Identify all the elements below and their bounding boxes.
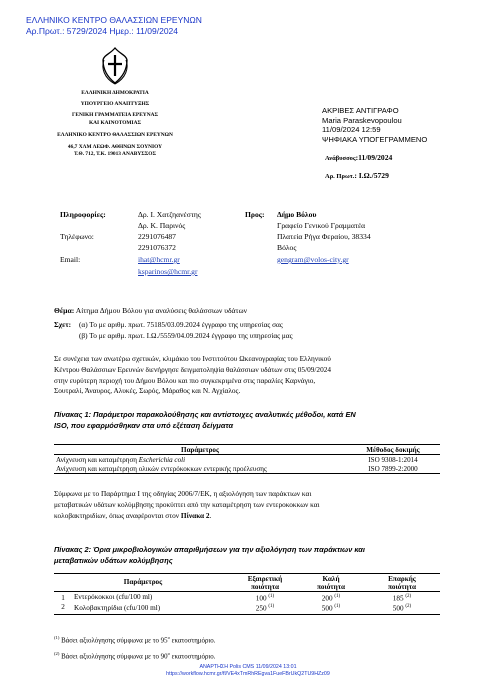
phone-label: Τηλέφωνο:: [60, 232, 94, 241]
issuer-secretariat: ΓΕΝΙΚΗ ΓΡΑΜΜΑΤΕΙΑ ΕΡΕΥΝΑΣ: [71, 112, 159, 119]
phone-2: 2291076372: [138, 243, 176, 252]
table2-head-param: Παράμετρος: [123, 578, 163, 587]
table-row: [54, 603, 440, 614]
table2-row1-good-note: (1): [334, 593, 341, 599]
issuer-address-1: 46,7 ΧΛΜ ΛΕΩΦ. ΑΘΗΝΩΝ ΣΟΥΝΙΟΥ: [67, 144, 163, 151]
table2-head-sufficient-2: ποιότητα: [387, 582, 417, 591]
table2-row2-good-note: (1): [334, 604, 341, 610]
footnote-1-mark: (1): [54, 635, 60, 640]
intro-line-3: στην ευρύτερη περιοχή του Δήμου Βόλου και πιο συγκεκριμένα στις παραλίες Καρνάγιο,: [54, 375, 316, 385]
table1-caption-2: ISO, που εφαρμόσθηκαν στα υπό εξέταση δείγματα: [54, 420, 234, 430]
table2-caption: [54, 545, 365, 566]
table2-head-good-2: ποιότητα: [316, 582, 346, 591]
issuer-centre: ΕΛΛΗΝΙΚΟ ΚΕΝΤΡΟ ΘΑΛΑΣΣΙΩΝ ΕΡΕΥΝΩΝ: [57, 131, 173, 138]
table1: [54, 444, 440, 474]
copy-stamp-title: ΑΚΡΙΒΕΣ ΑΝΤΙΓΡΑΦΟ: [322, 106, 399, 115]
table2-row2-good: 500: [321, 604, 333, 613]
intro-paragraph: [54, 354, 454, 397]
recipient-city: Βόλος: [277, 243, 297, 252]
phone-1: 2291076487: [138, 232, 176, 241]
ref-a: (α) Το με αριθμ. πρωτ. 75185/03.09.2024 έγγραφο της υπηρεσίας σας: [79, 320, 283, 329]
issuer-republic: ΕΛΛΗΝΙΚΗ ΔΗΜΟΚΡΑΤΙΑ: [81, 90, 149, 96]
table2-head-sufficient: Επαρκής: [388, 574, 416, 583]
contact-person-1: Δρ. Ι. Χατζηανέστης: [138, 210, 201, 219]
recipient-name: Δήμο Βόλου: [277, 210, 317, 219]
protocol-stamp: [26, 15, 202, 37]
issuer-secretariat-2: ΚΑΙ ΚΑΙΝΟΤΟΜΙΑΣ: [88, 119, 142, 126]
directive-line-2: μεταβατικών υδάτων κολύμβησης προκύπτει από την καταμέτρηση των εντεροκοκκων και: [54, 499, 320, 509]
footnote-2-text: Βάσει αξιολόγησης σύμφωνα με το 90: [59, 653, 168, 661]
table2: [54, 573, 440, 615]
footnote-1: [54, 631, 215, 647]
footer-workflow-link[interactable]: https://workflow.hcmr.gr/fl/VE4xTmRhREgva1FueFBrUkQ2TU9HZz09: [166, 671, 330, 677]
contact-person-2: Δρ. Κ. Παρινός: [138, 221, 186, 230]
table-row: [54, 455, 440, 465]
directive-line-3: κολοβακτηριδίων, όπως αναφέρονται στον: [54, 510, 181, 520]
table-row: [54, 465, 440, 474]
footer-posting-line: ΑΝΑΡΤΗΣΗ Polis CMS 11/09/2024 13:01: [199, 664, 297, 670]
subject-text: Αίτημα Δήμου Βόλου για αναλύσεις θαλάσσιων υδάτων: [75, 306, 248, 315]
recipient-email-link[interactable]: gengram@volos-city.gr: [277, 255, 349, 264]
table2-head-excellent-2: ποιότητα: [250, 583, 280, 592]
table2-row2-excellent-note: (1): [268, 604, 275, 610]
directive-paragraph: [54, 489, 320, 521]
table1-head-param: Παράμετρος: [181, 446, 219, 454]
table2-row2-num: 2: [61, 603, 65, 611]
table1-caption-1: Πίνακας 1: Παράμετροι παρακολούθησης και αντίστοιχες αναλυτικές μέθοδοι, κατά ΕΝ: [54, 410, 356, 419]
subject-label: Θέμα:: [54, 306, 75, 315]
copy-stamp-datetime: 11/09/2024 12:59: [322, 125, 381, 134]
email-link-1[interactable]: ihat@hcmr.gr: [138, 255, 180, 264]
subject-line: [54, 306, 247, 316]
issuer-ministry: ΥΠΟΥΡΓΕΙΟ ΑΝΑΠΤΥΞΗΣ: [80, 101, 150, 108]
table2-caption-2: μεταβατικών υδάτων κολύμβησης: [54, 555, 173, 565]
footnote-2-ordinal: ο: [167, 651, 170, 657]
refs-label: Σχετ:: [54, 320, 72, 329]
stamp-line-1: ΕΛΛΗΝΙΚΟ ΚΕΝΤΡΟ ΘΑΛΑΣΣΙΩΝ ΕΡΕΥΝΩΝ: [26, 15, 202, 25]
table1-row1-organism: Escherichia coli: [138, 456, 186, 465]
footnote-1-text: Βάσει αξιολόγησης σύμφωνα με το 95: [59, 637, 168, 645]
table1-caption: [54, 410, 356, 431]
table1-row1-method: ISO 9308-1:2014: [368, 455, 418, 464]
table1-row2-param: Ανίχνευση και καταμέτρηση ολικών εντερόκοκκων εντερικής προέλευσης: [56, 464, 267, 473]
table1-row2-method: ISO 7899-2:2000: [368, 464, 418, 473]
posting-footer: [0, 664, 496, 678]
table2-row1-sufficient-note: (2): [405, 593, 412, 599]
greek-coat-of-arms-icon: [100, 46, 130, 86]
footnotes: [54, 631, 215, 664]
date-value: :11/09/2024: [355, 153, 393, 162]
footnote-2-end: εκατοστημόριο.: [169, 653, 216, 661]
table2-row1-excellent: 100: [255, 594, 267, 603]
digital-copy-stamp: [322, 106, 427, 144]
table2-row1-num: 1: [61, 594, 65, 603]
intro-line-2: Κέντρου Θαλάσσιων Ερευνών διενήργησε δειγματοληψία θαλάσσιων υδάτων στις 05/09/2024: [54, 364, 332, 374]
table2-row2-excellent: 250: [255, 604, 267, 613]
table2-caption-1: Πίνακας 2: Όρια μικροβιολογικών απαριθμήσεων για την αξιολόγηση των παράκτιων και: [54, 545, 365, 554]
table2-row2-sufficient-note: (2): [405, 604, 412, 610]
email-link-2[interactable]: ksparinos@hcmr.gr: [138, 267, 198, 276]
footnote-1-ordinal: ο: [167, 635, 170, 640]
table2-row1-excellent-note: (1): [268, 593, 275, 599]
recipient-office: Γραφείο Γενικού Γραμματέα: [277, 221, 366, 230]
table1-head-method: Μέθοδος δοκιμής: [366, 445, 420, 454]
table1-row1-param: Ανίχνευση και καταμέτρηση: [56, 456, 139, 465]
table2-row1-good: 200: [321, 594, 333, 603]
footnote-2: [54, 647, 215, 663]
table-row: [54, 592, 440, 603]
directive-line-1: Σύμφωνα με το Παράρτημα Ι της οδηγίας 2006/7/ΕΚ, η αξιολόγηση των παράκτιων και: [54, 489, 312, 498]
footnote-2-mark: (2): [54, 651, 60, 657]
protocol-value: : Ι.Ω./5729: [354, 170, 389, 180]
to-label: Προς:: [245, 210, 265, 219]
table2-row2-sufficient: 500: [392, 604, 404, 613]
intro-line-4: Σουτραλί, Άναυρος, Αλυκές, Σωρός, Μάραθος και Ν. Αγχίαλος.: [54, 386, 241, 396]
table2-row1-sufficient: 185: [392, 594, 404, 603]
footnote-1-end: εκατοστημόριο.: [169, 637, 216, 645]
info-label: Πληροφορίες:: [60, 210, 106, 219]
stamp-line-2: Αρ.Πρωτ.: 5729/2024 Ημερ.: 11/09/2024: [26, 26, 178, 36]
ref-b: (β) Το με αριθμ. πρωτ. Ι.Ω./5559/04.09.2024 έγγραφο της υπηρεσίας μας: [79, 331, 293, 340]
issuer-block: [30, 90, 200, 158]
copy-stamp-signed: ΨΗΦΙΑΚΑ ΥΠΟΓΕΓΡΑΜΜΕΝΟ: [322, 134, 428, 144]
table2-reference: Πίνακα 2: [180, 510, 210, 520]
directive-period: .: [209, 510, 212, 520]
recipient-address: Πλατεία Ρήγα Φεραίου, 38334: [277, 232, 371, 241]
email-label: Email:: [60, 255, 81, 264]
copy-stamp-signer: Maria Paraskevopoulou: [322, 115, 402, 125]
table2-head-excellent: Εξαιρετική: [247, 575, 283, 583]
issuer-address-2: Τ.Θ. 712, Τ.Κ. 19013 ΑΝΑΒΥΣΣΟΣ: [73, 151, 156, 158]
table2-row1-param: Εντερόκοκκοι (cfu/100 ml): [74, 593, 153, 602]
intro-line-1: Σε συνέχεια των ανωτέρω σχετικών, κλιμάκιο του Ινστιτούτου Ωκεανογραφίας του Ελληνικού: [54, 354, 331, 363]
doc-meta: [325, 153, 392, 181]
table2-row2-param: Κολοβακτηρίδια (cfu/100 ml): [74, 604, 161, 612]
date-label: Ανάβυσσος: [325, 155, 356, 162]
protocol-label: Αρ. Πρωτ.: [325, 172, 355, 180]
table2-head-good: Καλή: [322, 574, 340, 583]
